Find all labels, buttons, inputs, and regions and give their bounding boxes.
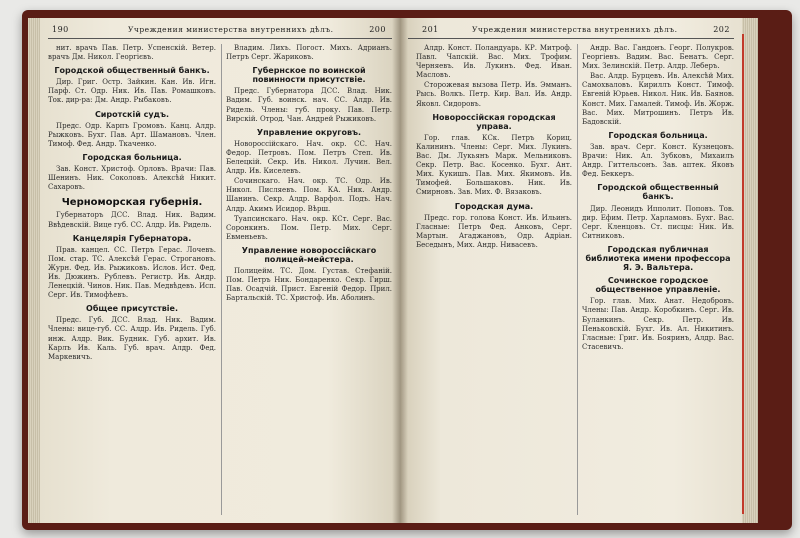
- entry-text: Владим. Лихъ. Погост. Михъ. Адрианъ. Петръ Серг. Жариковъ.: [226, 44, 392, 62]
- running-head-title: Учреждения министерства внутреннихъ дѣлъ.: [472, 25, 678, 34]
- entry-text: Гор. глав. КСк. Петръ Кориц. Калининъ. Члены: Серг. Мих. Лукинъ. Вас. Дм. Лукьянъ Марк. Мельниковъ. Секр. Петр. Вас. Косенко. Бухг. Ант. Мих. Кукишъ. Пав. Мих. Якимовъ. Ив. Тимофей. Большаковъ. Ник. Ив. Смирновъ. Зав. Мих. Ф. Вязаковъ.: [416, 133, 572, 197]
- left-running-head: [48, 24, 392, 39]
- subsection-heading: Новороссійская городская управа.: [432, 112, 556, 131]
- entry-text: Андр. Вас. Гандонъ. Георг. Полукров. Георгіевъ. Вадим. Вас. Бенатъ. Серг. Мих. Зелинскій. Петр. Алдр. Леберъ.: [582, 44, 734, 71]
- entry-text: Сочинскаго. Нач. окр. ТС. Одр. Ив. Никол. Писляевъ. Пом. КА. Ник. Андр. Шанинъ. Секр. Алдр. Варфол. Подъ. Нач. Алдр. Акимъ Исидор. Вѣрш.: [226, 177, 392, 213]
- entry-text: Зав. врач. Серг. Конст. Кузнецовъ. Врачи: Ник. Ал. Зубковъ, Михаилъ Андр. Гиттельсонъ. Зав. аптек. Яковъ Фед. Беккеръ.: [582, 142, 734, 179]
- page-edges-right: [742, 18, 758, 523]
- page-number: 202: [713, 25, 730, 34]
- subsection-heading: Общее присутствіе.: [86, 304, 178, 314]
- entry-text: Предс. Губернатора ДСС. Влад. Ник. Вадим. Губ. воинск. нач. СС. Алдр. Ив. Ридель. Члены: губ. проку. Пав. Петр. Вирскій. Отрод. Чан. Андрей Рыжиковъ.: [226, 87, 392, 123]
- entry-text: Предс. Одр. Карпъ Громовъ. Канц. Алдр. Рыжковъ. Бухг. Пав. Арт. Шамановъ. Член. Тимоф. Фед. Андр. Ткаченко.: [48, 121, 216, 148]
- entry-text: Сторожевая вызова Петр. Ив. Эмманъ. Рысь. Волкъ. Петр. Кир. Вал. Ив. Андр. Яковл. Сидоровъ.: [416, 81, 572, 108]
- right-page: [400, 18, 742, 523]
- entry-text: Вас. Алдр. Бурцевъ. Ив. Алексѣй Мих. Самохваловъ. Кириллъ Конст. Тимоф. Евгеній Юрьев. Никол. Ник. Ив. Баянов. Конст. Мих. Гамалей. Тимоф. Ив. Жорж. Вас. Мих. Митрошинъ. Петръ Ив. Бадовскій.: [582, 72, 734, 126]
- subsection-heading: Канцелярія Губернатора.: [72, 233, 192, 243]
- subsection-heading: Управление округовъ.: [256, 127, 362, 137]
- column-divider: [221, 44, 222, 515]
- entry-text: Прав. канцел. СС. Петръ Герас. Лочевъ. Пом. стар. ТС. Алексѣй Герас. Строгановъ. Журн. Фед. Ив. Рыжиковъ. Ислов. Ист. Фед. Ив. Дюжинъ. Рублевъ. Регистр. Ив. Андр. Ленецкій. Чинов. Ник. Пав. Медвѣдевъ. Исп. Серг. Ив. Тимофѣевъ.: [48, 245, 216, 300]
- book-gutter-shadow: [392, 18, 408, 523]
- subsection-heading: Городской общественный банкъ.: [54, 66, 210, 76]
- entry-text: Зав. Конст. Христоф. Орловъ. Врачи: Пав. Шенинъ. Ник. Соколовъ. Алексѣй Никит. Сахаровъ.: [48, 165, 216, 192]
- entry-text: Дир. Григ. Остр. Зайкин. Кан. Ив. Игн. Парф. Ст. Одр. Ник. Ив. Пав. Ромашковъ. Ток. дир-ра: Дм. Андр. Рыбаковъ.: [48, 78, 216, 105]
- page-number: 200: [369, 25, 386, 34]
- subsection-heading: Городская публичная библиотека имени профессора Я. Э. Вальтера.: [585, 244, 731, 273]
- left-column-2: [226, 44, 392, 515]
- subsection-heading: Городская больница.: [82, 152, 182, 162]
- entry-text: нит. врачъ Пав. Петр. Успенскій. Ветер. врачъ Дм. Никол. Георгієвъ.: [48, 44, 216, 62]
- entry-text: Дир. Леонидъ Ипполит. Поповъ. Тов. дир. Ефим. Петр. Харламовъ. Бухг. Вас. Серг. Кленцовъ. Ст. писцы: Ник. Ив. Ситниковъ.: [582, 204, 734, 240]
- page-edges-left: [28, 18, 40, 523]
- entry-text: Гор. глав. Мих. Анат. Недобровъ. Члены: Пав. Андр. Коробкинъ. Серг. Ив. Буланкинъ. Секр. Петр. Ив. Пеньковскій. Бухг. Ив. Ал. Никитинъ. Гласные: Григ. Ив. Бояринъ, Алдр. Вас. Стасевичъ.: [582, 297, 734, 351]
- left-page: [40, 18, 400, 523]
- entry-text: Алдр. Конст. Поландуарь. КР. Митроф. Павл. Чапскій. Вас. Мих. Трофим. Черняевъ. Ив. Лукинъ. Фед. Иван. Масловъ.: [416, 44, 572, 80]
- left-column-1: [48, 44, 216, 515]
- subsection-heading: Городская больница.: [608, 130, 708, 140]
- subsection-heading: Губернское по воинской повинности присутствіе.: [252, 66, 366, 85]
- right-running-head: [408, 24, 734, 39]
- subsection-heading: Сиротскій судъ.: [94, 109, 170, 119]
- entry-text: Новороссійскаго. Нач. окр. СС. Нач. Федор. Петровъ. Пом. Петръ Степ. Ив. Белецкій. Секр. Ив. Никол. Лучин. Вел. Алдр. Ив. Киселевъ.: [226, 139, 392, 176]
- page-number: 201: [422, 25, 439, 34]
- entry-text: Туапсинскаго. Нач. окр. КСт. Серг. Вас. Соронкинъ. Пом. Петр. Мих. Серг. Евменьевъ.: [226, 214, 392, 241]
- running-head-title: Учреждения министерства внутреннихъ дѣлъ.: [128, 25, 334, 34]
- column-divider: [577, 44, 578, 515]
- entry-text: Полицейм. ТС. Дом. Густав. Стефаній. Пом. Петръ Ник. Бондаренко. Секр. Гирш. Пав. Осадчій. Прист. Евгеній Федор. Прил. Бартальскій. ТС. Христоф. Ив. Аболинъ.: [226, 267, 392, 303]
- entry-text: Губернаторъ ДСС. Влад. Ник. Вадим. Ввѣдевскій. Вице губ. СС. Алдр. Ив. Ридель.: [48, 211, 216, 229]
- section-heading: Черноморская губернія.: [61, 197, 203, 209]
- right-column-2: [582, 44, 734, 515]
- right-column-1: [416, 44, 572, 515]
- page-number: 190: [52, 25, 69, 34]
- subsection-heading: Городская дума.: [454, 201, 534, 211]
- subsection-heading: Управление новороссійскаго полицей-мейстера.: [241, 245, 377, 264]
- entry-text: Предс. гор. голова Конст. Ив. Ильинъ. Гласные: Петръ Фед. Анковъ, Серг. Мартын. Агаджановъ, Одр. Адріан. Беседынъ, Мих. Андр. Нивасевъ.: [416, 213, 572, 249]
- subsection-heading: Городской общественный банкъ.: [597, 183, 719, 202]
- subsection-heading: Сочинское городское общественное управленіе.: [595, 276, 721, 295]
- entry-text: Предс. Губ. ДСС. Влад. Ник. Вадим. Члены: вице-губ. СС. Алдр. Ив. Ридель. Губ. инж. Алдр. Вик. Будник. Губ. архит. Ив. Карлъ Ив. Каль. Губ. врач. Алдр. Фед. Маркевичъ.: [48, 316, 216, 361]
